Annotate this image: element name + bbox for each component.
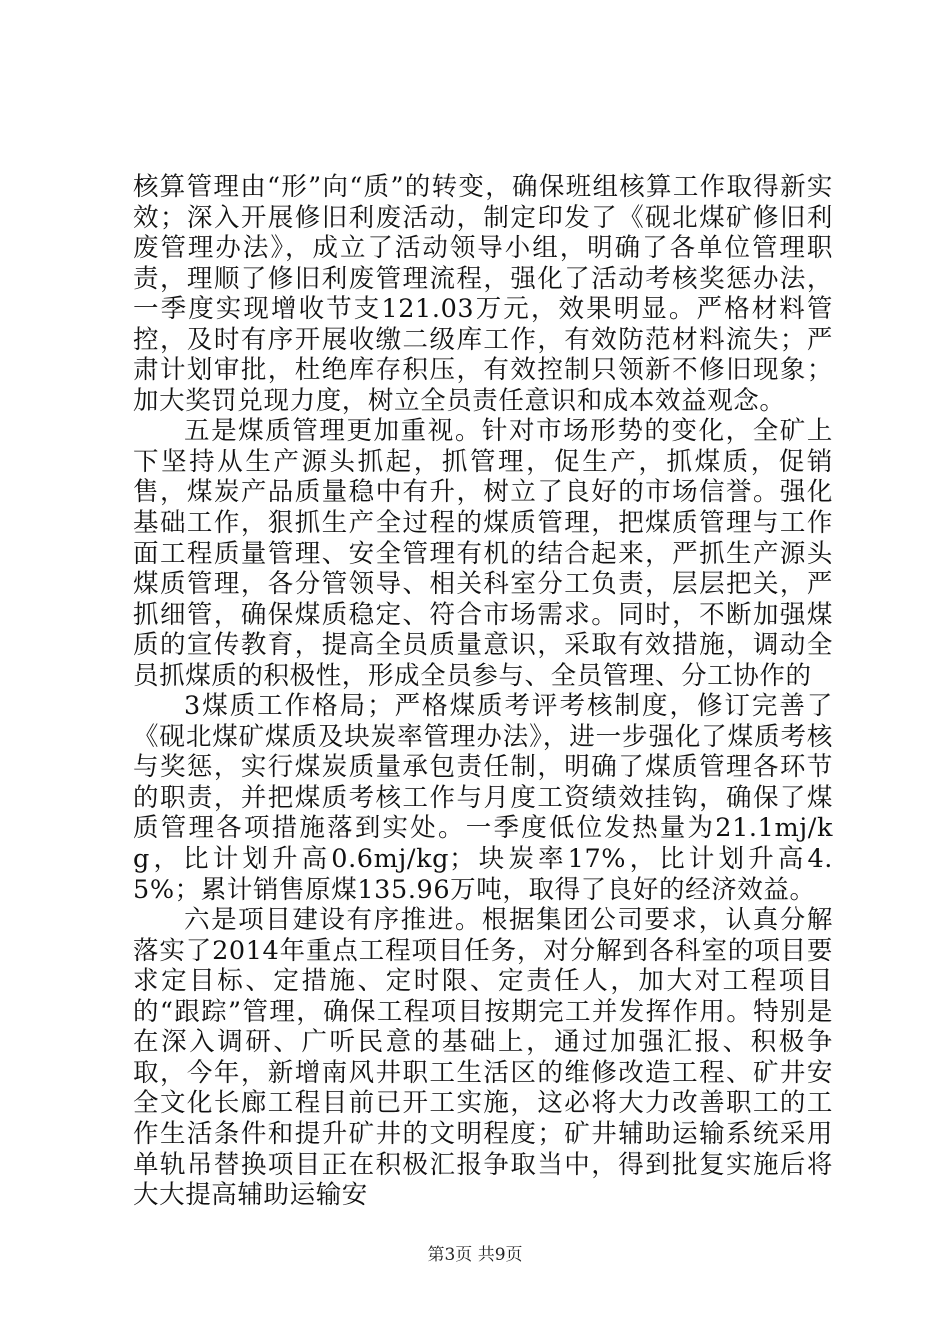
paragraph-coal-quality-pattern: 3煤质工作格局；严格煤质考评考核制度，修订完善了《砚北煤矿煤质及块炭率管理办法》，进一步强化了煤质考核与奖惩，实行煤炭质量承包责任制，明确了煤质管理各环节的职责，并把煤质考核工作与月度工资绩效挂钩，确保了煤质管理各项措施落到实处。一季度低位发热量为21.1mj/kg，比计划升高0.6mj/kg；块炭率17%，比计划升高4.5%；累计销售原煤135.96万吨，取得了良好的经济效益。 — [133, 691, 833, 905]
page-footer: 第3页 共9页 — [427, 1245, 523, 1265]
paragraph-project-construction: 六是项目建设有序推进。根据集团公司要求，认真分解落实了2014年重点工程项目任务，对分解到各科室的项目要求定目标、定措施、定时限、定责任人，加大对工程项目的“跟踪”管理，确保工程项目按期完工并发挥作用。特别是在深入调研、广听民意的基础上，通过加强汇报、积极争取，今年，新增南风井职工生活区的维修改造工程、矿井安全文化长廊工程目前已开工实施，这必将大力改善职工的工作生活条件和提升矿井的文明程度；矿井辅助运输系统采用单轨吊替换项目正在积极汇报争取当中，得到批复实施后将大大提高辅助运输安 — [133, 905, 833, 1211]
paragraph-coal-quality: 五是煤质管理更加重视。针对市场形势的变化，全矿上下坚持从生产源头抓起，抓管理，促生产，抓煤质，促销售，煤炭产品质量稳中有升，树立了良好的市场信誉。强化基础工作，狠抓生产全过程的煤质管理，把煤质管理与工作面工程质量管理、安全管理有机的结合起来，严抓生产源头煤质管理，各分管领导、相关科室分工负责，层层把关，严抓细管，确保煤质稳定、符合市场需求。同时，不断加强煤质的宣传教育，提高全员质量意识，采取有效措施，调动全员抓煤质的积极性，形成全员参与、全员管理、分工协作的 — [133, 416, 833, 691]
paragraph-cost-accounting: 核算管理由“形”向“质”的转变，确保班组核算工作取得新实效；深入开展修旧利废活动，制定印发了《砚北煤矿修旧利废管理办法》，成立了活动领导小组，明确了各单位管理职责，理顺了修旧利废管理流程，强化了活动考核奖惩办法，一季度实现增收节支121.03万元，效果明显。严格材料管控，及时有序开展收缴二级库工作，有效防范材料流失；严肃计划审批，杜绝库存积压，有效控制只领新不修旧现象；加大奖罚兑现力度，树立全员责任意识和成本效益观念。 — [133, 172, 833, 416]
document-body — [133, 172, 833, 1211]
